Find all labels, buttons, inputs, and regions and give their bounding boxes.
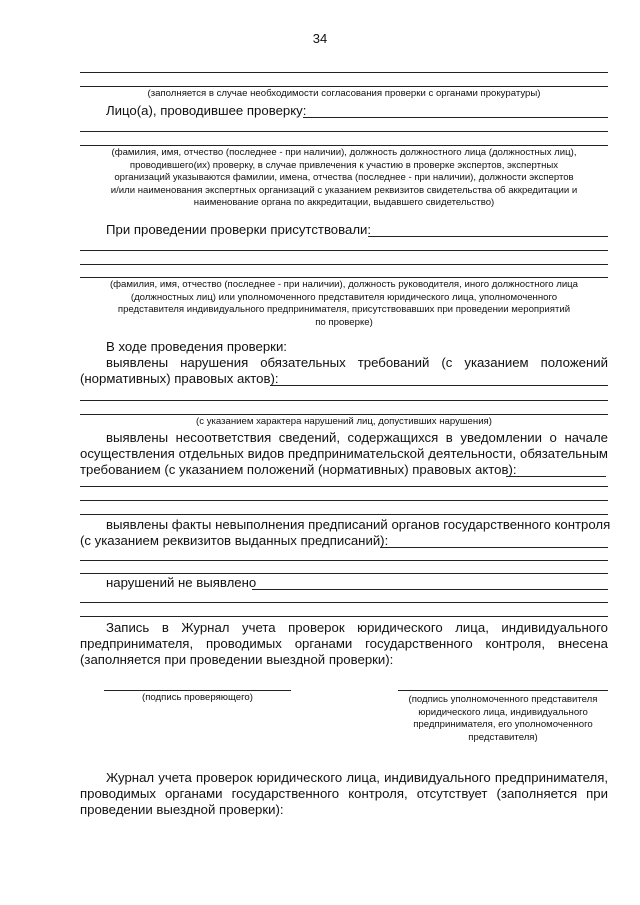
blank-line <box>80 602 608 603</box>
blank-line <box>80 145 608 146</box>
inconsistency-field-line <box>506 476 606 477</box>
blank-line <box>80 400 608 401</box>
journal-absent-text: Журнал учета проверок юридического лица, индивидуального предпринимателя, <box>106 770 608 785</box>
during-label: В ходе проведения проверки: <box>106 339 287 354</box>
blank-line <box>80 264 608 265</box>
blank-line <box>80 616 608 617</box>
attended-field-line <box>368 236 608 237</box>
no-violations-field-line <box>252 589 608 590</box>
violations-text: выявлены нарушения обязательных требований (с указанием положений <box>106 355 608 370</box>
document-page: 34 (заполняется в случае необходимости согласования проверки с органами прокуратуры) Лицо(а), проводившее проверку: (фамилия, имя, отчество (последнее - при наличии), должность должностного лица (должностных лиц), проводившего(их) проверку, в случае привлечения к участию в проверке экспертов, экспертных организаций указываются фамилии, имена, отчества (последнее - при наличии), должности экспертов и/или наименования экспертных организаций с указанием реквизитов свидетельства об аккредитации и наименование органа по аккредитации, выдавшего свидетельство) При проведении проверки присутствовали: (фамилия, имя, отчество (последнее - при наличии), должность руководителя, иного должностного лица (должностных лиц) или уполномоченного представителя юридического лица, уполномоченного представителя индивидуального предпринимателя, присутствовавших при проведении мероприятий по проверке) В ходе проведения проверки: выявлены нарушения обязательных требований (с указанием положений (нормативных) правовых актов): (с указанием характера нарушений лиц, допустивших нарушения) выявлены несоответствия сведений, содержащихся в уведомлении о начале осуществления отдельных видов предпринимательской деятельности, обязательным требованием (с указанием положений (нормативных) правовых актов): выявлены факты невыполнения предписаний органов государственного контроля (с указанием реквизитов выданных предписаний): нарушений не выявлено Запись в Журнал учета проверок юридического лица, индивидуального предпринимателя, проводимых органами государственного контроля, внесена (заполняется при проведении выездной проверки): (подпись проверяющего) (подпись уполномоченного представителя юридического лица, индивидуального предпринимателя, его уполномоченного представителя) Журнал учета проверок юридического лица, индивидуального предпринимателя, проводимых органами государственного контроля, отсутствует (заполняется при проведении выездной проверки): <box>0 0 640 905</box>
caption-prosecutor: (заполняется в случае необходимости согласования проверки с органами прокуратуры) <box>147 88 541 99</box>
blank-line <box>80 560 608 561</box>
inspector-label: Лицо(а), проводившее проверку: <box>106 103 307 118</box>
prescriptions-text: выявлены факты невыполнения предписаний органов государственного контроля <box>106 517 611 532</box>
no-violations-label: нарушений не выявлено <box>106 575 257 590</box>
journal-entry-text: Запись в Журнал учета проверок юридического лица, индивидуального <box>106 620 608 635</box>
blank-line <box>80 72 608 73</box>
blank-line <box>80 514 608 515</box>
prescriptions-field-line <box>380 547 608 548</box>
inspector-field-line <box>303 117 608 118</box>
signature-caption-inspector: (подпись проверяющего) <box>142 692 253 703</box>
attended-label: При проведении проверки присутствовали: <box>106 222 372 237</box>
blank-line <box>80 277 608 278</box>
page-number: 34 <box>312 31 328 46</box>
caption-violations: (с указанием характера нарушений лиц, допустивших нарушения) <box>196 416 492 427</box>
signature-line-representative <box>398 690 608 691</box>
signature-line-inspector <box>104 690 291 691</box>
blank-line <box>80 500 608 501</box>
blank-line <box>80 573 608 574</box>
blank-line <box>80 131 608 132</box>
blank-line <box>80 414 608 415</box>
blank-line <box>80 86 608 87</box>
inconsistency-text: выявлены несоответствия сведений, содержащихся в уведомлении о начале <box>106 430 608 445</box>
blank-line <box>80 486 608 487</box>
blank-line <box>80 250 608 251</box>
violations-field-line <box>270 385 608 386</box>
